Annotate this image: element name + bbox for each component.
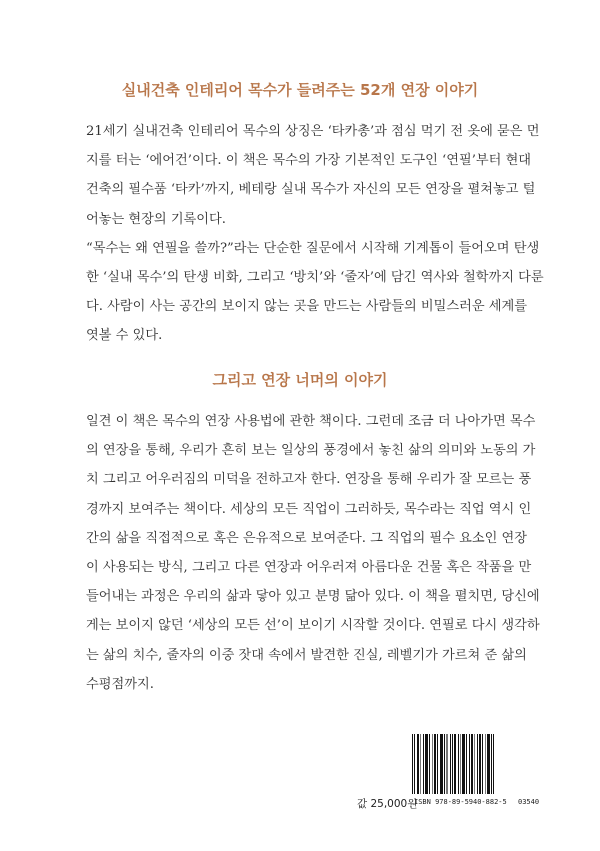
text-line: 다. 사람이 사는 공간의 보이지 않는 곳을 만드는 사람들의 비밀스러운 세계를 — [86, 299, 528, 315]
text-line: 지를 터는 ‘에어건’이다. 이 책은 목수의 가장 기본적인 도구인 ‘연필’부터 현대 — [86, 153, 532, 169]
text-line: 이 사용되는 방식, 그리고 다른 연장과 어우러져 아름다운 건물 혹은 작품을 만 — [86, 560, 532, 576]
text-line: 어놓는 현장의 기록이다. — [86, 211, 226, 227]
text-line: 엿볼 수 있다. — [86, 328, 163, 344]
text-line: 는 삶의 치수, 줄자의 이중 잣대 속에서 발견한 진실, 레벨기가 가르쳐 준 삶의 — [86, 647, 527, 663]
text-line: 치 그리고 어우러짐의 미덕을 전하고자 한다. 연장을 통해 우리가 잘 모르는 풍 — [86, 472, 532, 488]
text-line: 의 연장을 통해, 우리가 흔히 보는 일상의 풍경에서 놓친 삶의 의미와 노동의 가 — [86, 443, 536, 459]
intro-paragraphs — [86, 117, 544, 351]
text-line: 게는 보이지 않던 ‘세상의 모든 선’이 보이기 시작할 것이다. 연필로 다시 생각하 — [86, 618, 540, 634]
text-line: 21세기 실내건축 인테리어 목수의 상징은 ‘타카총’과 점심 먹기 전 옷에 묻은 먼 — [86, 124, 540, 139]
text-line: 수평점까지. — [86, 676, 154, 692]
cover-heading-primary: 실내건축 인테리어 목수가 들려주는 52개 연장 이야기 — [121, 81, 479, 99]
price-label: 값 25,000원 — [357, 798, 418, 810]
text-line: 경까지 보여주는 책이다. 세상의 모든 직업이 그러하듯, 목수라는 직업 역시 인 — [86, 501, 532, 517]
addon-barcode-icon — [508, 734, 539, 794]
beyond-tools-paragraph — [86, 407, 540, 699]
text-line: 간의 삶을 직접적으로 혹은 은유적으로 보여준다. 그 직업의 필수 요소인 연장 — [86, 530, 528, 546]
isbn-barcode-block — [342, 730, 542, 810]
text-line: 한 ‘실내 목수’의 탄생 비화, 그리고 ‘방치’와 ‘줄자’에 담긴 역사와 철학까지 다룬 — [86, 270, 544, 286]
text-line: 건축의 필수품 ‘타카’까지, 베테랑 실내 목수가 자신의 모든 연장을 펼쳐놓고 털 — [86, 182, 536, 198]
text-line: 일견 이 책은 목수의 연장 사용법에 관한 책이다. 그런데 조금 더 나아가면 목수 — [86, 414, 536, 429]
cover-heading-secondary: 그리고 연장 너머의 이야기 — [212, 371, 388, 389]
text-line: 들어내는 과정은 우리의 삶과 닿아 있고 분명 닮아 있다. 이 책을 펼치면, 당신에 — [86, 589, 540, 605]
isbn-barcode-icon — [412, 734, 494, 794]
isbn-number: ISBN 978-89-5940-882-5 — [414, 798, 507, 806]
addon-code: 03540 — [518, 798, 540, 806]
text-line: “목수는 왜 연필을 쓸까?”라는 단순한 질문에서 시작해 기계톱이 들어오며 탄생 — [86, 240, 540, 256]
